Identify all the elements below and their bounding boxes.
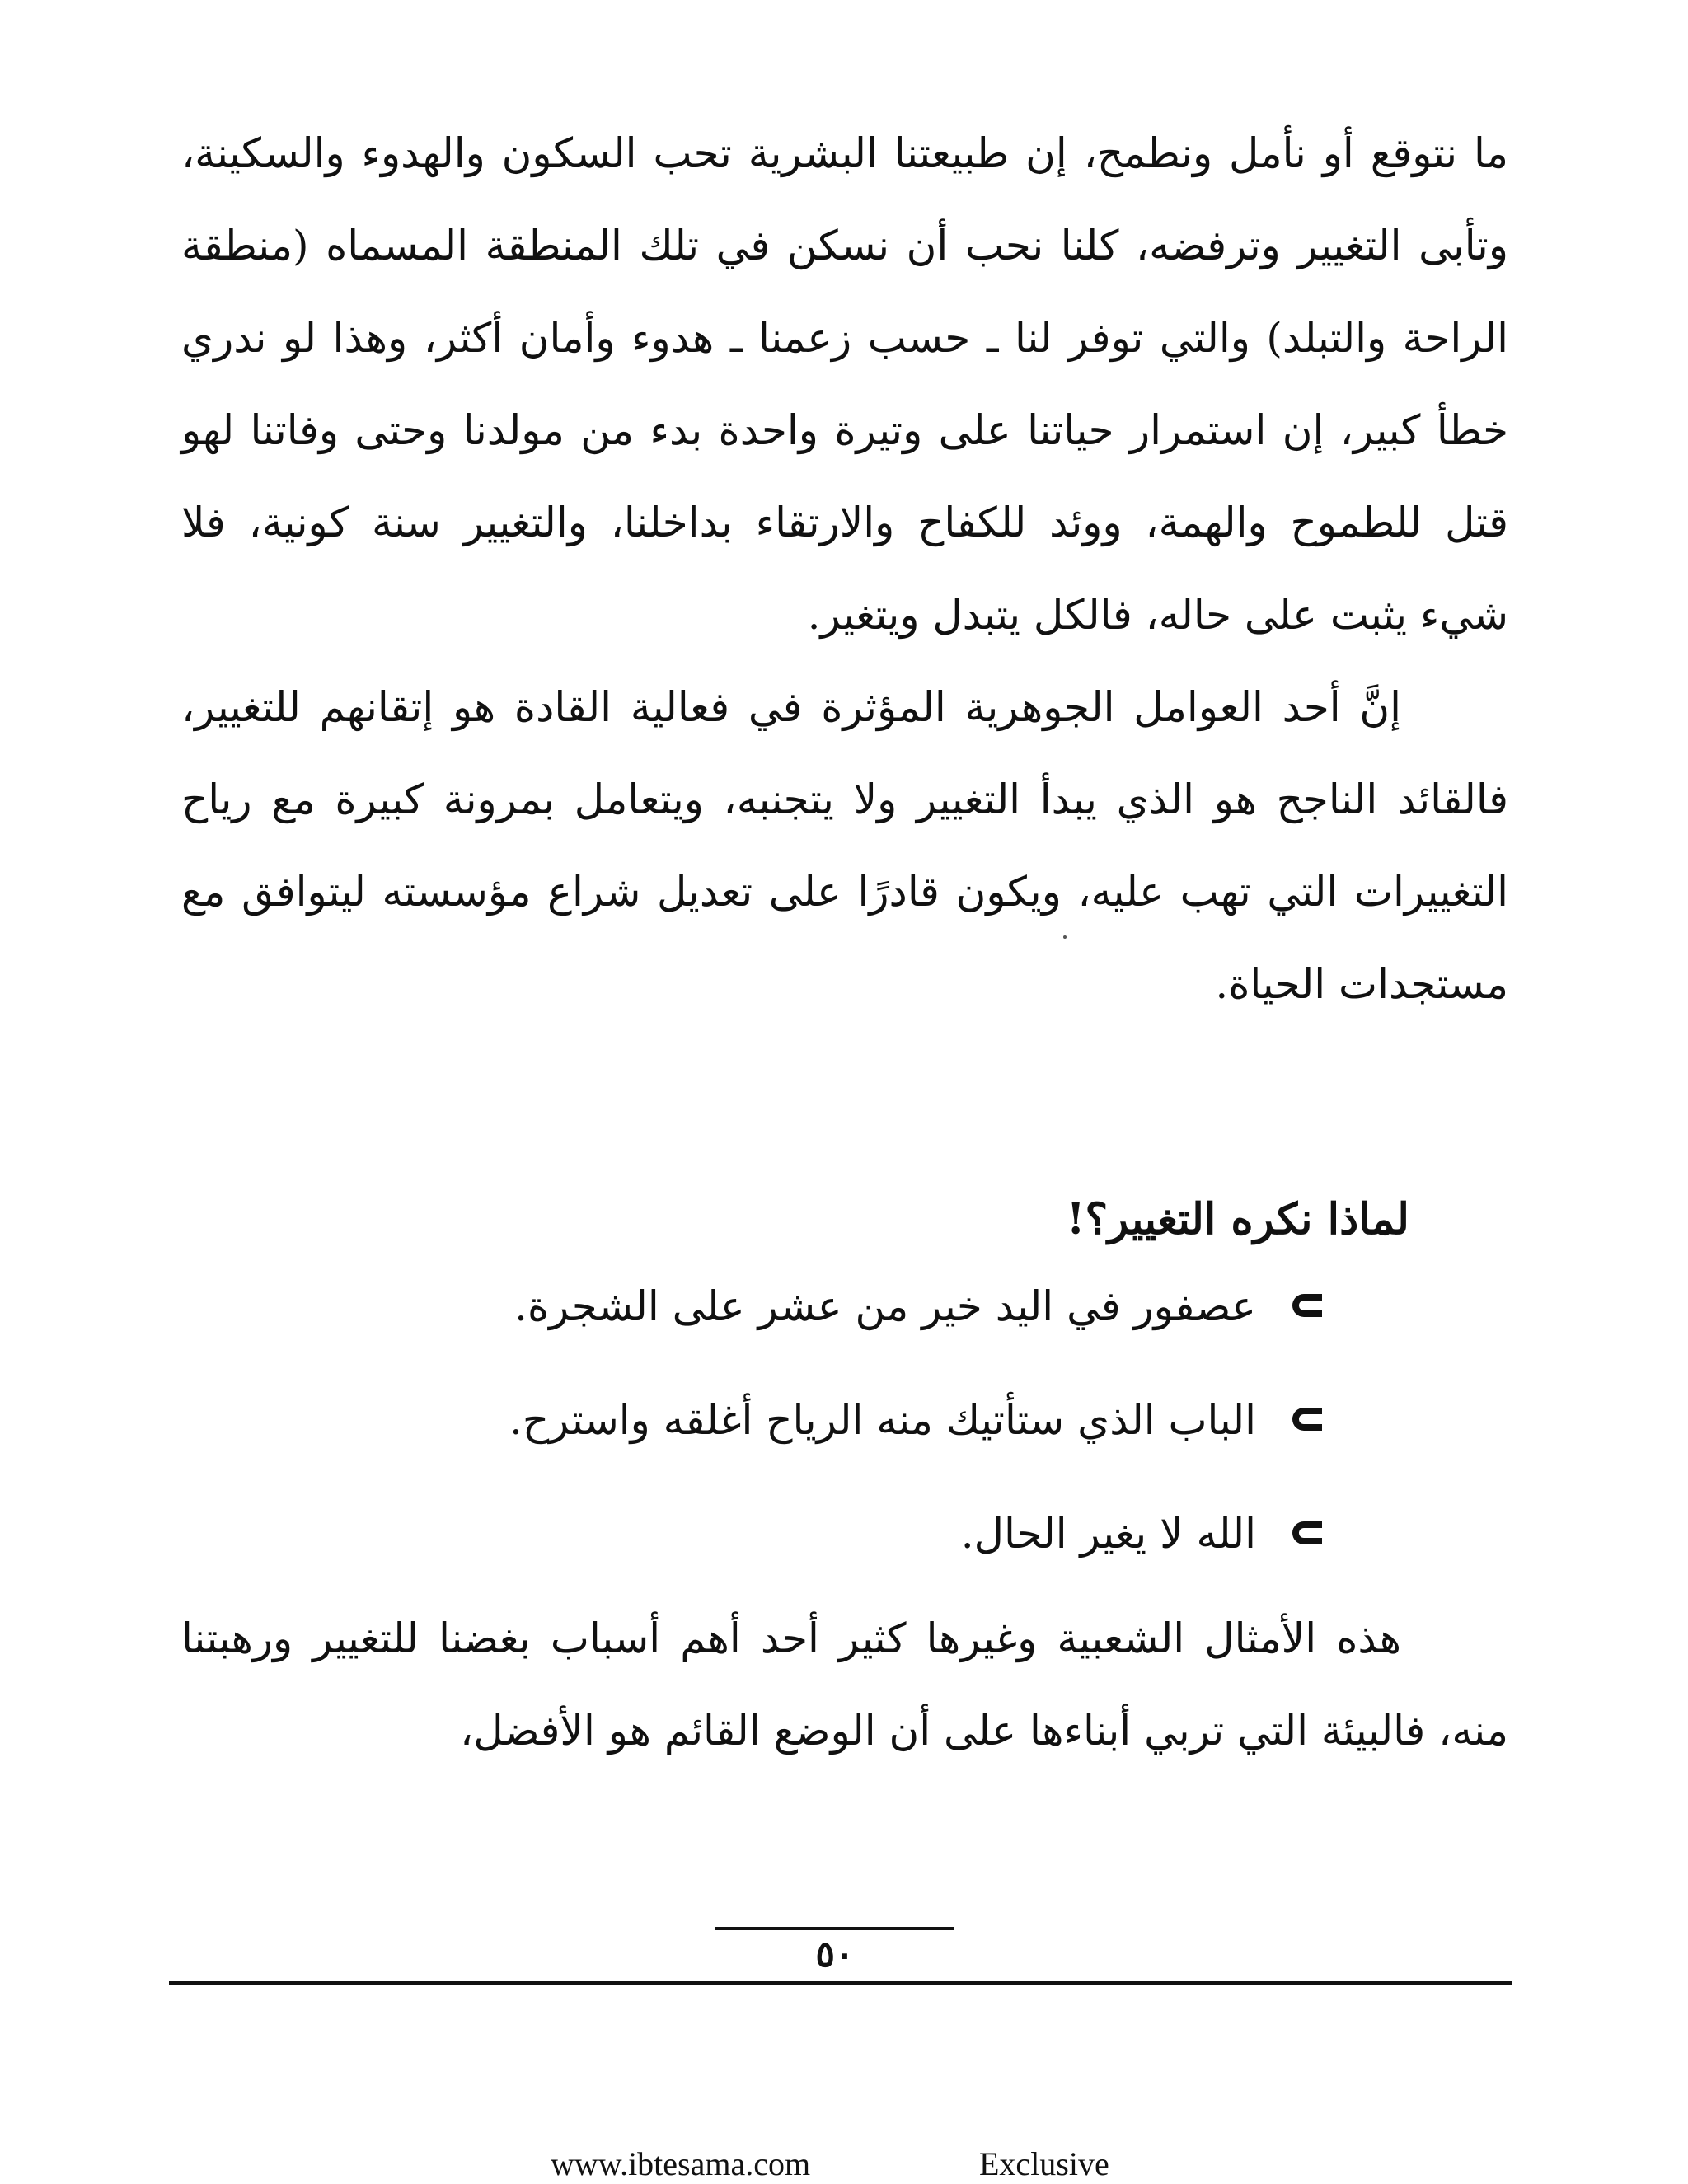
paragraph-1: ما نتوقع أو نأمل ونطمح، إن طبيعتنا البشرية تحب السكون والهدوء والسكينة، وتأبى التغيير وترفضه، كلنا نحب أن نسكن في تلك المنطقة المسماه (منطقة الراحة والتبلد) والتي توفر لنا ـ حسب زعمنا ـ هدوء وأمان أكثر، وهذا لو ندري خطأ كبير، إن استمرار حياتنا على وتيرة واحدة بدء من مولدنا وحتى وفاتنا لهو قتل للطموح والهمة، ووئد للكفاح والارتقاء بداخلنا، والتغيير سنة كونية، فلا شيء يثبت على حاله، فالكل يتبدل ويتغير. <box>181 129 1508 639</box>
list-item <box>336 1383 1325 1497</box>
arrow-bullet-icon <box>1289 1383 1325 1457</box>
footer-divider <box>169 1981 1512 1985</box>
scan-speck <box>1063 935 1067 939</box>
list-item-text: عصفور في اليد خير من عشر على الشجرة. <box>514 1282 1256 1330</box>
arrow-bullet-icon <box>1289 1497 1325 1571</box>
page-number-rule <box>715 1927 954 1930</box>
site-url: www.ibtesama.com <box>551 2145 811 2182</box>
paragraph-2: إنَّ أحد العوامل الجوهرية المؤثرة في فعالية القادة هو إتقانهم للتغيير، فالقائد الناجح هو الذي يبدأ التغيير ولا يتجنبه، ويتعامل بمرونة كبيرة مع رياح التغييرات التي تهب عليه، ويكون قادرًا على تعديل شراع مؤسسته ليتوافق مع مستجدات الحياة. <box>181 683 1508 1008</box>
proverb-list <box>336 1269 1325 1610</box>
site-tag: Exclusive <box>979 2145 1109 2182</box>
paragraph-3: هذه الأمثال الشعبية وغيرها كثير أحد أهم أسباب بغضنا للتغيير ورهبتنا منه، فالبيئة التي تربي أبناءها على أن الوضع القائم هو الأفضل، <box>181 1615 1508 1755</box>
list-item-text: الله لا يغير الحال. <box>960 1510 1256 1558</box>
list-item <box>336 1269 1325 1383</box>
section-heading: لماذا نكره التغيير؟! <box>1066 1194 1409 1244</box>
arrow-bullet-icon <box>1289 1269 1325 1343</box>
body-text-bottom <box>181 1592 1508 1777</box>
list-item-text: الباب الذي ستأتيك منه الرياح أغلقه واسترح. <box>509 1396 1256 1444</box>
body-text-top <box>181 107 1508 1030</box>
page-number: ٥٠ <box>815 1933 855 1975</box>
